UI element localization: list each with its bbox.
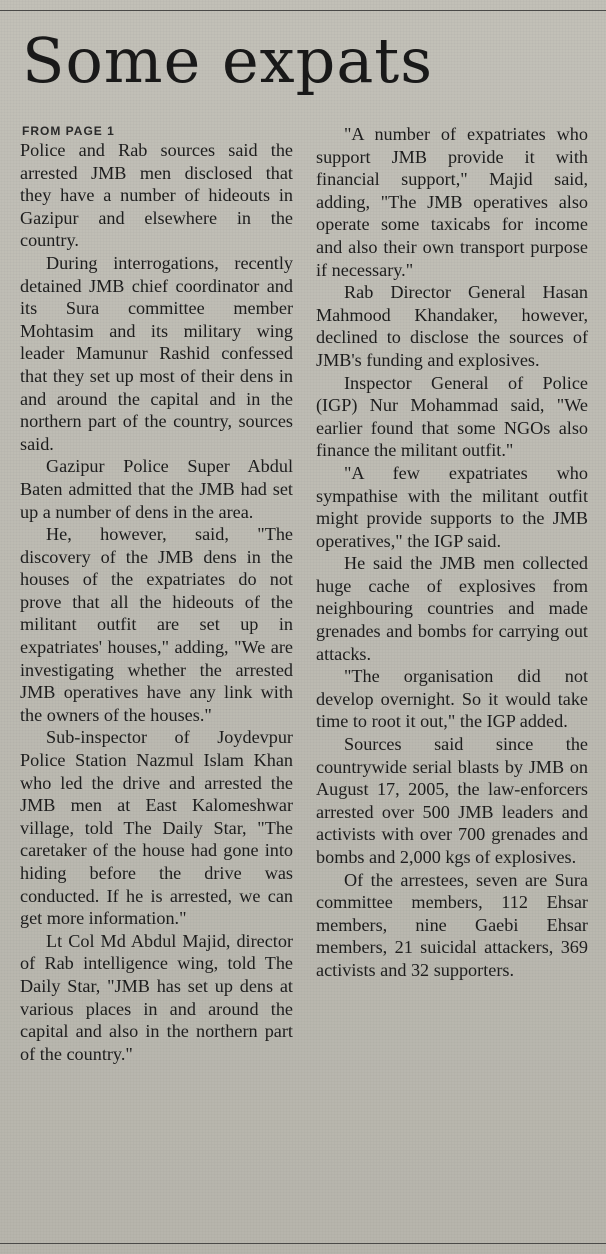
paragraph: He said the JMB men collected huge cache of explosives from neighbouring countries and made grenades and bombs for carrying out attacks. [316, 553, 588, 664]
right-column [316, 123, 588, 982]
paragraph: He, however, said, "The discovery of the JMB dens in the houses of the expatriates do not prove that all the hideouts of the militant outfit are set up in expatriates' houses," adding, "We are investigating whether the arrested JMB operatives have any link with the owners of the houses." [20, 524, 293, 725]
paragraph: Inspector General of Police (IGP) Nur Mohammad said, "We earlier found that some NGOs also finance the militant outfit." [316, 372, 588, 461]
bottom-rule [0, 1243, 606, 1244]
kicker-from-page: FROM PAGE 1 [22, 124, 115, 138]
paragraph: "A few expatriates who sympathise with the militant outfit might provide supports to the JMB operatives," the IGP said. [316, 462, 588, 551]
paragraph: Police and Rab sources said the arrested JMB men disclosed that they have a number of hideouts in Gazipur and elsewhere in the country. [20, 140, 293, 251]
paragraph: Gazipur Police Super Abdul Baten admitted that the JMB had set up a number of dens in the area. [20, 456, 293, 522]
paragraph: Lt Col Md Abdul Majid, director of Rab intelligence wing, told The Daily Star, "JMB has set up dens at various places in and around the capital and also in the northern part of the country." [20, 930, 293, 1064]
headline: Some expats [22, 24, 434, 97]
paragraph: Of the arrestees, seven are Sura committee members, 112 Ehsar members, nine Gaebi Ehsar members, 21 suicidal attackers, 369 activists and 32 supporters. [316, 869, 588, 980]
paragraph: Sub-inspector of Joydevpur Police Station Nazmul Islam Khan who led the drive and arrested the JMB men at East Kalomeshwar village, told The Daily Star, "The caretaker of the house had gone into hiding before the drive was conducted. If he is arrested, we can get more information." [20, 727, 293, 929]
paragraph: Sources said since the countrywide serial blasts by JMB on August 17, 2005, the law-enforcers arrested over 500 JMB leaders and activists with over 700 grenades and bombs and 2,000 kgs of explosives. [316, 734, 588, 867]
paragraph: "The organisation did not develop overnight. So it would take time to root it out," the IGP added. [316, 666, 588, 732]
top-rule [0, 10, 606, 11]
paragraph: During interrogations, recently detained JMB chief coordinator and its Sura committee member Mohtasim and its military wing leader Mamunur Rashid confessed that they set up most of their dens in and around the capital and in the northern part of the country, sources said. [20, 252, 293, 454]
left-column [20, 123, 293, 1065]
paragraph: Rab Director General Hasan Mahmood Khandaker, however, declined to disclose the sources of JMB's funding and explosives. [316, 282, 588, 370]
paragraph: "A number of expatriates who support JMB provide it with financial support," Majid said, adding, "The JMB operatives also operate some taxicabs for income and also their own transport purpose if necessary." [316, 124, 588, 280]
